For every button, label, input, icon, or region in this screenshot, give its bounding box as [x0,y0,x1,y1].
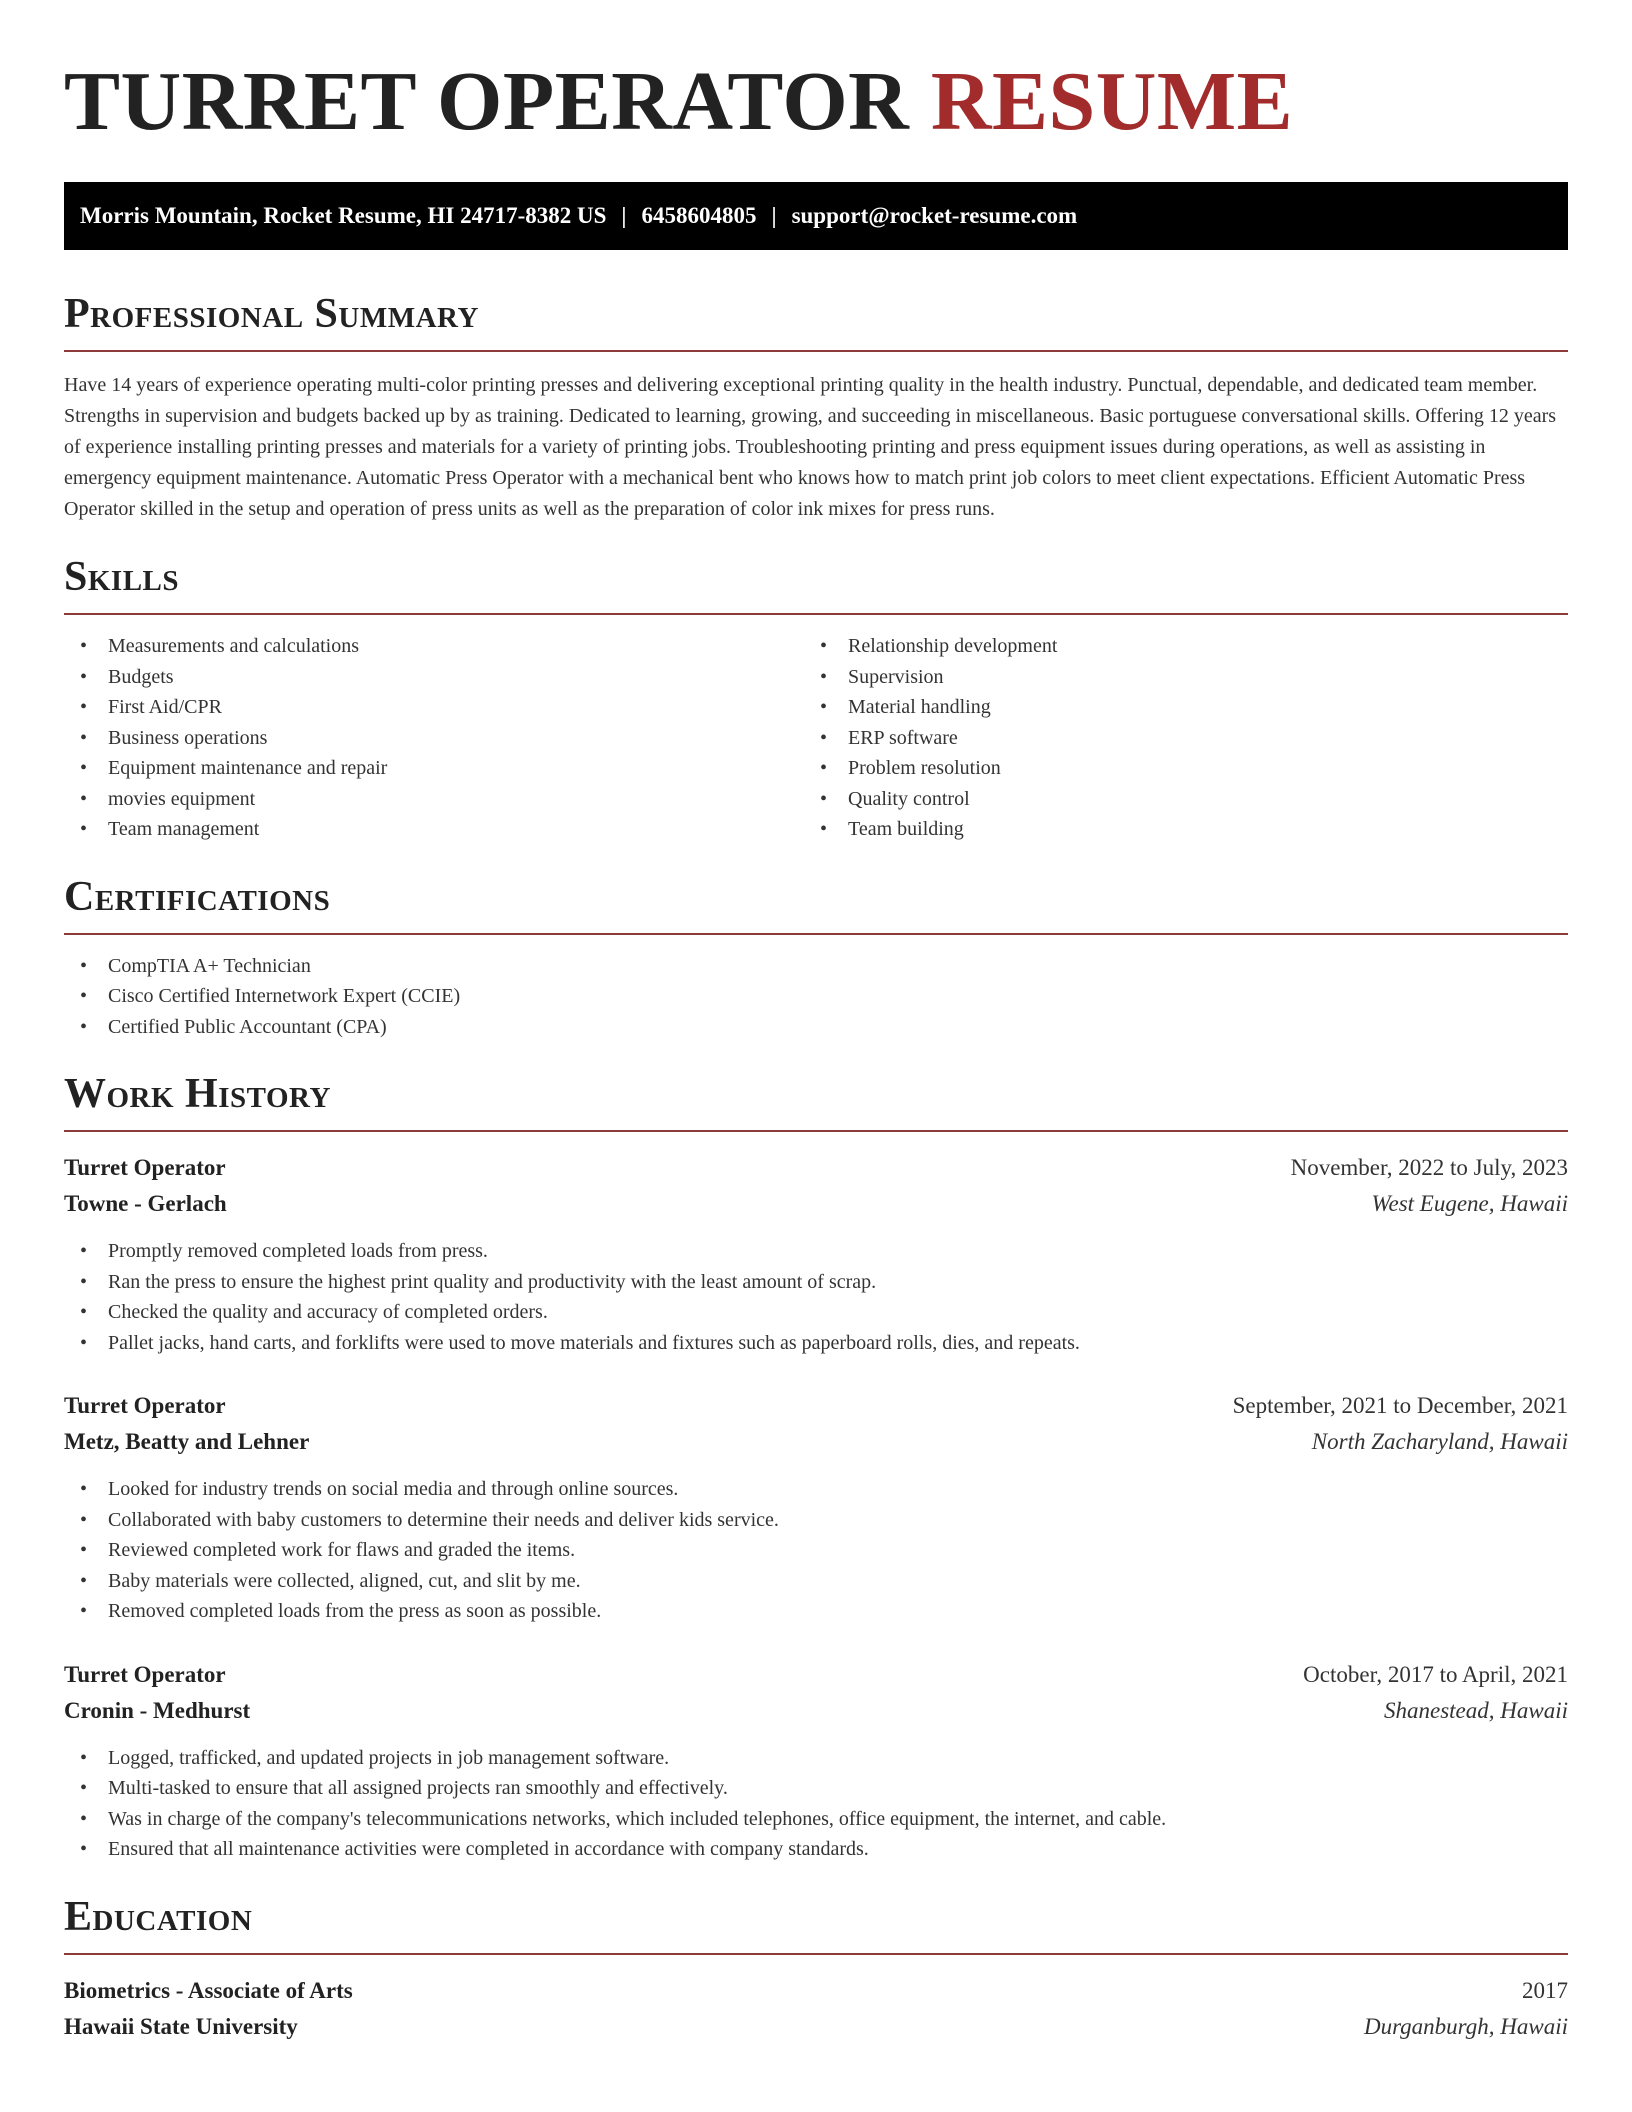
job-entry [64,1388,1568,1627]
job-duties-list [64,1236,1568,1358]
skill-item: • Problem resolution [804,753,1568,784]
job-header-row [64,1388,1568,1424]
section-heading-education: Education [64,1893,253,1940]
job-duty: • Collaborated with baby customers to determine their needs and deliver kids service. [64,1505,1568,1536]
job-duty: • Looked for industry trends on social media and through online sources. [64,1474,1568,1505]
job-duty: • Ran the press to ensure the highest print quality and productivity with the least amount of scrap. [64,1267,1568,1298]
job-duty: • Pallet jacks, hand carts, and forklifts were used to move materials and fixtures such as paperboard rolls, dies, and repeats. [64,1328,1568,1359]
job-duty: • Ensured that all maintenance activities were completed in accordance with company standards. [64,1834,1568,1865]
skill-item: • Relationship development [804,631,1568,662]
skills-list-left [64,631,804,845]
job-entry [64,1150,1568,1358]
skills-column-left [64,631,804,845]
contact-separator: | [771,203,777,228]
title-main: TURRET OPERATOR [64,55,910,148]
summary-text: Have 14 years of experience operating multi-color printing presses and delivering exceptional printing quality in the health industry. Punctual, dependable, and dedicated team member. Strengths in supervision and budgets backed up by as training. Dedicated to learning, growing, and succeeding in miscellaneous. Basic portuguese conversational skills. Offering 12 years of experience installing printing presses and materials for a variety of printing jobs. Troubleshooting printing and press equipment issues during operations, as well as assisting in emergency equipment maintenance. Automatic Press Operator with a mechanical bent who knows how to match print job colors to meet client expectations. Efficient Automatic Press Operator skilled in the setup and operation of press units as well as the preparation of color ink mixes for press runs. [64,374,1557,520]
skills-grid [64,631,1568,845]
education-entry [64,1973,1568,2045]
skill-item: • Material handling [804,692,1568,723]
job-duty: • Checked the quality and accuracy of completed orders. [64,1297,1568,1328]
job-duty: • Baby materials were collected, aligned, cut, and slit by me. [64,1566,1568,1597]
job-location: Shanestead, Hawaii [1384,1697,1568,1723]
skill-item: • Equipment maintenance and repair [64,753,804,784]
education-school-row [64,2009,1568,2045]
skills-section [64,551,1568,845]
skill-item: • Supervision [804,662,1568,693]
job-title: Turret Operator [64,1393,226,1418]
contact-phone: 6458604805 [641,203,757,228]
job-duty: • Was in charge of the company's telecommunications networks, which included telephones, office equipment, the internet, and cable. [64,1804,1568,1835]
section-heading-work-history: Work History [64,1071,331,1117]
certification-item: • Cisco Certified Internetwork Expert (CCIE) [64,981,1568,1012]
education-degree: Biometrics - Associate of Arts [64,1977,353,2003]
contact-email: support@rocket-resume.com [791,203,1078,228]
job-header-row [64,1657,1568,1693]
education-year: 2017 [1522,1977,1568,2003]
education-section [64,1891,1568,2045]
job-company: Metz, Beatty and Lehner [64,1429,310,1454]
section-divider [64,1953,1568,1955]
skill-item: • Measurements and calculations [64,631,804,662]
skills-list-right [804,631,1568,845]
job-duty: • Logged, trafficked, and updated projects in job management software. [64,1743,1568,1774]
section-heading-skills: Skills [64,554,180,600]
skills-column-right [804,631,1568,845]
contact-separator: | [621,203,627,228]
job-dates: October, 2017 to April, 2021 [1303,1661,1568,1687]
resume-title [64,52,1568,152]
education-location: Durganburgh, Hawaii [1363,2013,1568,2039]
contact-bar [64,182,1568,250]
job-entry [64,1657,1568,1865]
job-duties-list [64,1474,1568,1627]
certification-item: • CompTIA A+ Technician [64,951,1568,982]
skill-item: • First Aid/CPR [64,692,804,723]
job-duties-list [64,1743,1568,1865]
certification-item: • Certified Public Accountant (CPA) [64,1012,1568,1043]
job-duty: • Promptly removed completed loads from press. [64,1236,1568,1267]
education-degree-row [64,1973,1568,2009]
section-divider [64,350,1568,352]
certifications-section [64,871,1568,1043]
work-history-section [64,1068,1568,1865]
summary-section [64,288,1568,525]
job-location: North Zacharyland, Hawaii [1311,1429,1568,1454]
skill-item: • movies equipment [64,784,804,815]
job-company: Cronin - Medhurst [64,1697,251,1723]
job-duty: • Multi-tasked to ensure that all assigned projects ran smoothly and effectively. [64,1773,1568,1804]
skill-item: • Team building [804,814,1568,845]
skill-item: • ERP software [804,723,1568,754]
job-company-row [64,1693,1568,1729]
job-company-row [64,1424,1568,1460]
education-school: Hawaii State University [64,2013,298,2039]
skill-item: • Budgets [64,662,804,693]
job-title: Turret Operator [64,1155,226,1180]
job-company-row [64,1186,1568,1222]
section-divider [64,1130,1568,1132]
certifications-list [64,951,1568,1043]
job-location: West Eugene, Hawaii [1371,1191,1568,1216]
section-divider [64,933,1568,935]
contact-address: Morris Mountain, Rocket Resume, HI 24717-8382 US [80,203,607,228]
section-heading-summary: Professional Summary [64,291,479,337]
skill-item: • Quality control [804,784,1568,815]
job-duty: • Reviewed completed work for flaws and graded the items. [64,1535,1568,1566]
section-heading-certifications: Certifications [64,873,331,920]
title-accent: RESUME [930,55,1294,148]
job-dates: September, 2021 to December, 2021 [1232,1393,1568,1418]
skill-item: • Business operations [64,723,804,754]
job-header-row [64,1150,1568,1186]
job-duty: • Removed completed loads from the press as soon as possible. [64,1596,1568,1627]
job-company: Towne - Gerlach [64,1191,227,1216]
job-dates: November, 2022 to July, 2023 [1290,1155,1568,1180]
section-divider [64,613,1568,615]
skill-item: • Team management [64,814,804,845]
job-title: Turret Operator [64,1661,226,1687]
